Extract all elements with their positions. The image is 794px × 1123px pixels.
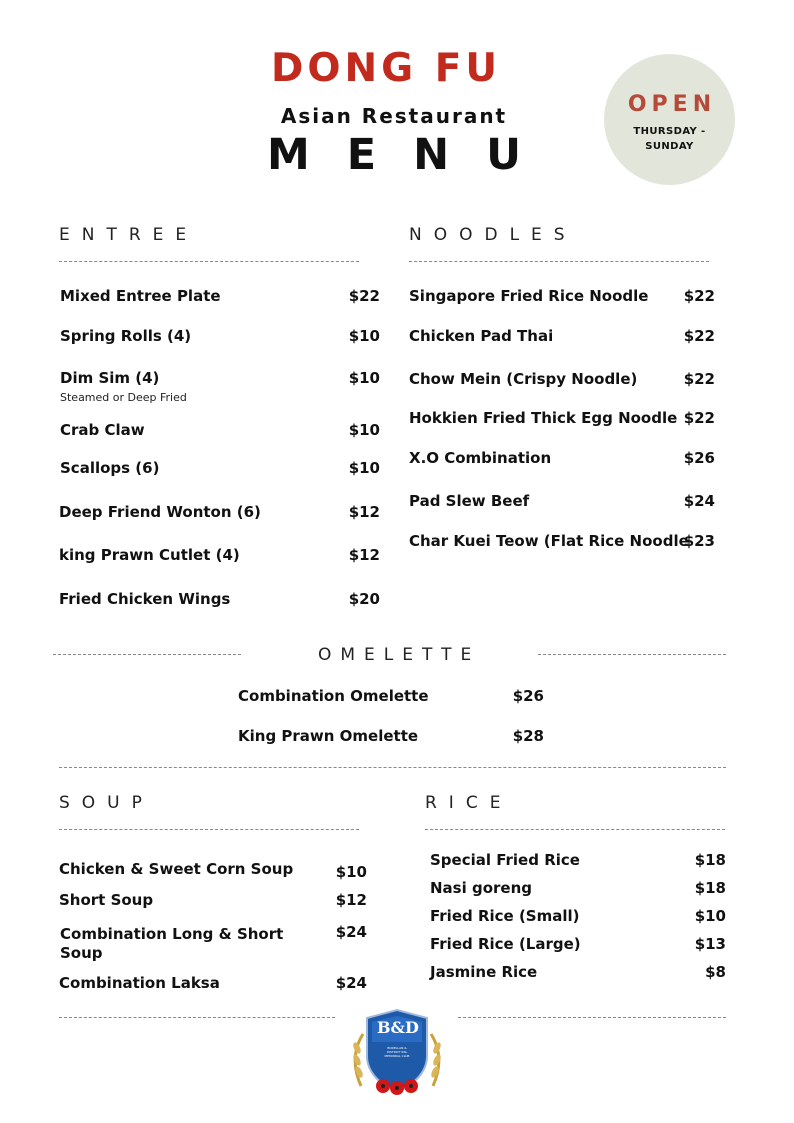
menu-item-name: Pad Slew Beef: [409, 492, 530, 510]
menu-item-price: $22: [683, 327, 715, 345]
menu-item-name: Char Kuei Teow (Flat Rice Noodle: [409, 532, 689, 550]
divider: [59, 829, 359, 830]
menu-item-name: Combination Laksa: [59, 974, 220, 992]
restaurant-subtitle: Asian Restaurant: [280, 104, 508, 128]
menu-item-name: Mixed Entree Plate: [60, 287, 221, 305]
section-title-noodles: NOODLES: [409, 225, 577, 245]
menu-item-price: $22: [683, 370, 715, 388]
open-badge: [604, 54, 735, 185]
menu-item-price: $8: [705, 963, 726, 981]
menu-item-price: $26: [683, 449, 715, 467]
menu-item-name: Fried Chicken Wings: [59, 590, 231, 608]
section-title-entree: ENTREE: [59, 225, 199, 245]
menu-item-name: king Prawn Cutlet (4): [59, 546, 240, 564]
menu-item-name: Fried Rice (Small): [430, 907, 580, 925]
divider: [538, 654, 726, 655]
menu-item-price: $13: [694, 935, 726, 953]
menu-item-price: $10: [348, 327, 380, 345]
menu-title: MENU: [266, 130, 559, 180]
menu-item-name: Chicken & Sweet Corn Soup: [59, 860, 294, 878]
logo-club-name: BORELLAN & DISTRICT RSL MEMORIAL CLUB: [384, 1046, 410, 1058]
menu-item-name: Special Fried Rice: [430, 851, 580, 869]
menu-item-name: Dim Sim (4): [60, 369, 160, 387]
menu-item-name: Combination Omelette: [238, 687, 429, 705]
menu-item-price: $10: [348, 459, 380, 477]
menu-item-name: Chicken Pad Thai: [409, 327, 554, 345]
menu-item-name: Singapore Fried Rice Noodle: [409, 287, 649, 305]
menu-item-name: Short Soup: [59, 891, 154, 909]
club-logo: [347, 1008, 447, 1102]
open-days: THURSDAY - SUNDAY: [633, 126, 706, 152]
divider: [59, 261, 359, 262]
menu-item-name: Combination Long & Short Soup: [60, 925, 284, 962]
menu-item-price: $12: [335, 891, 367, 909]
menu-item-price: $26: [512, 687, 544, 705]
logo-monogram: B&D: [377, 1018, 419, 1037]
menu-item-price: $24: [335, 974, 367, 992]
menu-item-name: Chow Mein (Crispy Noodle): [409, 370, 638, 388]
menu-item-name: Nasi goreng: [430, 879, 532, 897]
divider: [53, 654, 241, 655]
menu-item-price: $20: [348, 590, 380, 608]
open-label: OPEN: [627, 92, 717, 117]
restaurant-name: DONG FU: [270, 46, 502, 91]
menu-item-price: $22: [348, 287, 380, 305]
menu-item-price: $24: [683, 492, 715, 510]
menu-item-name: Crab Claw: [60, 421, 145, 439]
divider: [409, 261, 709, 262]
menu-item-price: $10: [335, 863, 367, 881]
menu-item-name: X.O Combination: [409, 449, 552, 467]
menu-item-price: $23: [683, 532, 715, 550]
menu-item-price: $24: [335, 923, 367, 941]
section-title-soup: SOUP: [59, 793, 154, 813]
section-title-omelette: OMELETTE: [318, 645, 481, 665]
menu-item-name: Spring Rolls (4): [60, 327, 192, 345]
menu-item-name: Deep Friend Wonton (6): [59, 503, 261, 521]
divider: [59, 767, 726, 768]
divider: [458, 1017, 726, 1018]
menu-item-price: $28: [512, 727, 544, 745]
menu-item-price: $18: [694, 851, 726, 869]
menu-item-price: $22: [683, 409, 715, 427]
menu-item-price: $10: [348, 369, 380, 387]
menu-item-price: $22: [683, 287, 715, 305]
menu-item-price: $12: [348, 503, 380, 521]
divider: [59, 1017, 335, 1018]
section-title-rice: RICE: [425, 793, 513, 813]
menu-item-price: $12: [348, 546, 380, 564]
menu-item-price: $18: [694, 879, 726, 897]
divider: [425, 829, 725, 830]
menu-item-price: $10: [348, 421, 380, 439]
menu-item-note: Steamed or Deep Fried: [60, 391, 187, 404]
menu-item-price: $10: [694, 907, 726, 925]
menu-item-name: Hokkien Fried Thick Egg Noodle: [409, 409, 678, 427]
menu-item-name: Jasmine Rice: [430, 963, 538, 981]
menu-item-name: Fried Rice (Large): [430, 935, 581, 953]
menu-item-name: Scallops (6): [60, 459, 160, 477]
menu-item-name: King Prawn Omelette: [238, 727, 419, 745]
